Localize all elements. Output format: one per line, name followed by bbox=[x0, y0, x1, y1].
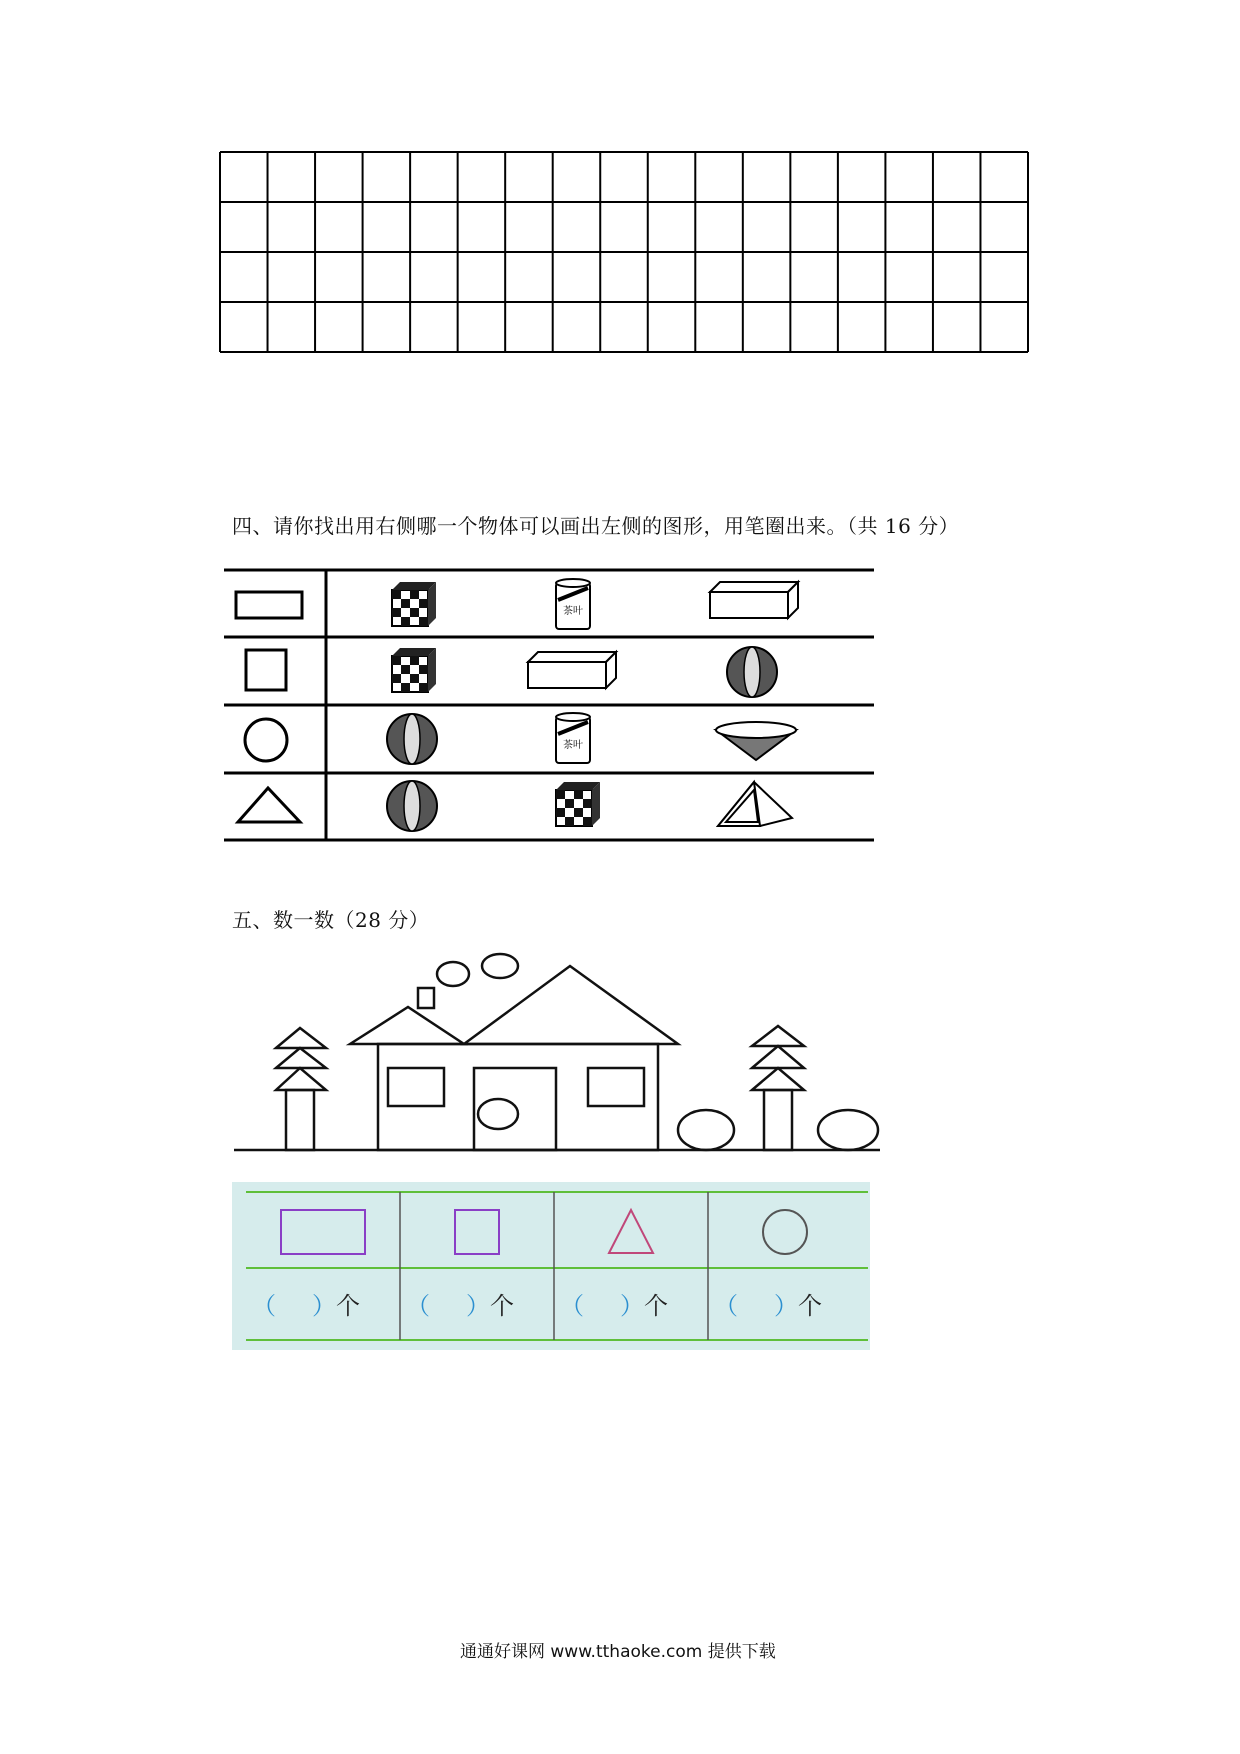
count-answer-cell[interactable] bbox=[252, 1286, 360, 1321]
door bbox=[474, 1068, 556, 1150]
counting-table bbox=[232, 1182, 870, 1350]
window-right bbox=[588, 1068, 644, 1106]
close-paren: ） bbox=[774, 1292, 798, 1320]
count-answer-cell[interactable] bbox=[560, 1286, 668, 1321]
chimney bbox=[418, 988, 434, 1008]
tea-can-label: 茶叶 bbox=[563, 606, 583, 617]
open-paren: （ bbox=[252, 1292, 276, 1320]
unit-label: 个 bbox=[336, 1292, 360, 1320]
smoke-circle bbox=[437, 962, 469, 986]
count-answer-cell[interactable] bbox=[714, 1286, 822, 1321]
smoke-circle bbox=[482, 954, 518, 978]
unit-label: 个 bbox=[644, 1292, 668, 1320]
window-left bbox=[388, 1068, 444, 1106]
close-paren: ） bbox=[620, 1292, 644, 1320]
close-paren: ） bbox=[312, 1292, 336, 1320]
open-paren: （ bbox=[406, 1292, 430, 1320]
tree-left bbox=[276, 1028, 326, 1150]
small-roof bbox=[350, 1007, 464, 1044]
count-answer-cell[interactable] bbox=[406, 1286, 514, 1321]
open-paren: （ bbox=[560, 1292, 584, 1320]
bush-circle bbox=[818, 1110, 878, 1150]
close-paren: ） bbox=[466, 1292, 490, 1320]
open-paren: （ bbox=[714, 1292, 738, 1320]
section-4-title: 四、请你找出用右侧哪一个物体可以画出左侧的图形，用笔圈出来。（共 16 分） bbox=[232, 514, 960, 538]
section-5-title: 五、数一数（28 分） bbox=[232, 908, 430, 932]
unit-label: 个 bbox=[490, 1292, 514, 1320]
tree-right bbox=[752, 1026, 804, 1150]
bush-circle bbox=[678, 1110, 734, 1150]
house-body bbox=[378, 1044, 658, 1150]
tea-can-label: 茶叶 bbox=[563, 740, 583, 751]
unit-label: 个 bbox=[798, 1292, 822, 1320]
door-circle bbox=[478, 1099, 518, 1129]
footer-text: 通通好课网 www.tthaoke.com 提供下载 bbox=[460, 1642, 776, 1662]
